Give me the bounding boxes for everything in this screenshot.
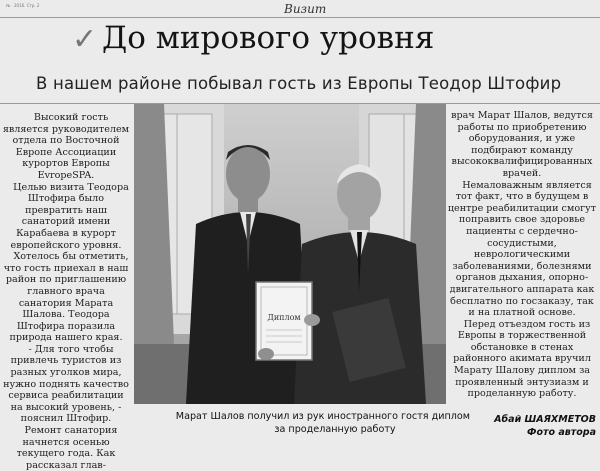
rubric-label: Визит — [284, 2, 327, 16]
checkmark-icon: ✓ — [72, 22, 98, 57]
caption-line: за проделанную работу — [274, 424, 396, 435]
paragraph: Немаловажным является тот факт, что в будущем в центре реабилитации смогут поправить свое здоровье пациенты с сердечно-сосудистыми, неврологическими заболеваниями, болезнями органов дыхания, опорно-двигательного аппарата как бесплатно по госзаказу, так и на платной основе. — [447, 179, 597, 319]
byline — [468, 414, 596, 439]
photo-credit: Фото автора — [527, 426, 596, 438]
diploma-label: Диплом — [267, 313, 301, 322]
paragraph: врач Марат Шалов, ведутся работы по приобретению оборудования, и уже подбирают команду высококвалифицированных врачей. — [451, 110, 593, 179]
right-text-column — [446, 110, 598, 400]
left-text-column — [2, 112, 130, 471]
article-title: До мирового уровня — [102, 20, 435, 56]
photo-caption — [160, 410, 470, 436]
photo-illustration — [134, 104, 446, 404]
paragraph: Хотелось бы отметить, что гость приехал в наш район по приглашению главного врача санатория Марата Шалова. Теодора Штофира поразила природа нашего края. — [3, 251, 129, 344]
paragraph: - Для того чтобы привлечь туристов из разных уголков мира, нужно поднять качество сервиса реабилитации на высокий уровень, - пояснил Штофир. — [3, 343, 129, 425]
author-name: Абай ШАЯХМЕТОВ — [494, 414, 596, 425]
paragraph: Перед отъездом гость из Европы в торжественной обстановке в стенах районного акимата вручил Марату Шалову диплом за проявленный энтузиазм и проделанную работу. — [453, 318, 591, 400]
paragraph: Высокий гость является руководителем отдела по Восточной Европе Ассоциации курортов Европы EvropeSPA. — [2, 112, 130, 181]
paragraph: Ремонт санатория начнется осенью текущего года. Как рассказал глав- — [16, 425, 118, 471]
paragraph: Целью визита Теодора Штофира было превратить наш санаторий имени Карабаева в курорт европейского уровня. — [10, 181, 129, 251]
article-photo — [134, 104, 446, 404]
article-subtitle: В нашем районе побывал гость из Европы Теодор Штофир — [36, 74, 562, 93]
top-divider — [0, 17, 600, 18]
page-header-small: № . 2016. Стр. 2 — [6, 3, 40, 8]
caption-line: Марат Шалов получил из рук иностранного гостя диплом — [175, 411, 470, 422]
